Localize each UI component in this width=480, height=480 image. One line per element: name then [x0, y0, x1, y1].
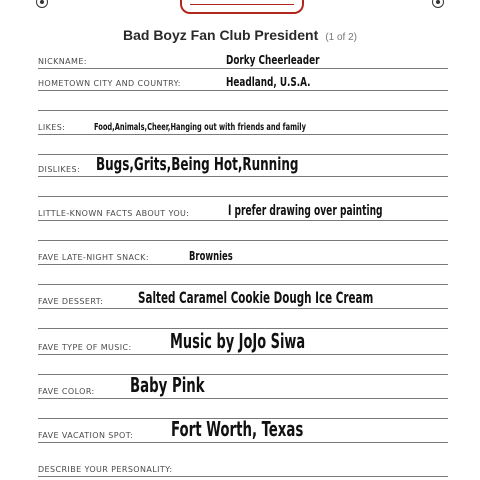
blank-line	[38, 110, 448, 111]
hometown-value: Headland, U.S.A.	[226, 75, 311, 89]
snack-label: FAVE LATE-NIGHT SNACK:	[38, 253, 149, 262]
hometown-label: HOMETOWN CITY AND COUNTRY:	[38, 79, 181, 88]
snack-value: Brownies	[189, 249, 233, 263]
vacation-row	[38, 417, 448, 442]
vacation-value: Fort Worth, Texas	[171, 417, 304, 441]
facts-row	[38, 200, 448, 220]
vacation-line	[38, 442, 448, 443]
facts-value: I prefer drawing over painting	[228, 203, 383, 219]
header-banner-inner	[190, 0, 294, 5]
color-label: FAVE COLOR:	[38, 387, 95, 396]
likes-value: Food,Animals,Cheer,Hanging out with friends and family	[94, 122, 306, 133]
dessert-label: FAVE DESSERT:	[38, 297, 104, 306]
nickname-line	[38, 68, 448, 69]
facts-label: LITTLE-KNOWN FACTS ABOUT YOU:	[38, 209, 190, 218]
color-row	[38, 373, 448, 398]
flower-ornament-icon	[36, 0, 48, 8]
dislikes-label: DISLIKES:	[38, 165, 81, 174]
color-value: Baby Pink	[130, 373, 205, 397]
blank-line	[38, 284, 448, 285]
hometown-row	[38, 70, 448, 90]
music-line	[38, 354, 448, 355]
likes-line	[38, 134, 448, 135]
music-row	[38, 329, 448, 354]
music-value: Music by JoJo Siwa	[170, 329, 306, 353]
blank-line	[38, 240, 448, 241]
dislikes-row	[38, 156, 448, 176]
likes-row	[38, 114, 448, 134]
facts-line	[38, 220, 448, 221]
dessert-value: Salted Caramel Cookie Dough Ice Cream	[138, 288, 374, 307]
nickname-label: NICKNAME:	[38, 57, 87, 66]
page-title-main: Bad Boyz Fan Club President	[122, 27, 319, 43]
nickname-row	[38, 48, 448, 68]
personality-row	[38, 456, 448, 476]
personality-line	[38, 476, 448, 477]
nickname-value: Dorky Cheerleader	[226, 53, 320, 67]
page-title	[0, 25, 480, 44]
hometown-line	[38, 90, 448, 91]
blank-line	[38, 374, 448, 375]
vacation-label: FAVE VACATION SPOT:	[38, 431, 134, 440]
header-banner	[180, 0, 304, 14]
dislikes-line	[38, 176, 448, 177]
snack-row	[38, 244, 448, 264]
blank-line	[38, 196, 448, 197]
music-label: FAVE TYPE OF MUSIC:	[38, 343, 132, 352]
dislikes-value: Bugs,Grits,Being Hot,Running	[96, 154, 299, 175]
likes-label: LIKES:	[38, 123, 66, 132]
flower-ornament-icon	[432, 0, 444, 8]
page-title-page-count: (1 of 2)	[325, 32, 358, 43]
personality-label: DESCRIBE YOUR PERSONALITY:	[38, 465, 173, 474]
dessert-line	[38, 308, 448, 309]
snack-line	[38, 264, 448, 265]
color-line	[38, 398, 448, 399]
dessert-row	[38, 288, 448, 308]
